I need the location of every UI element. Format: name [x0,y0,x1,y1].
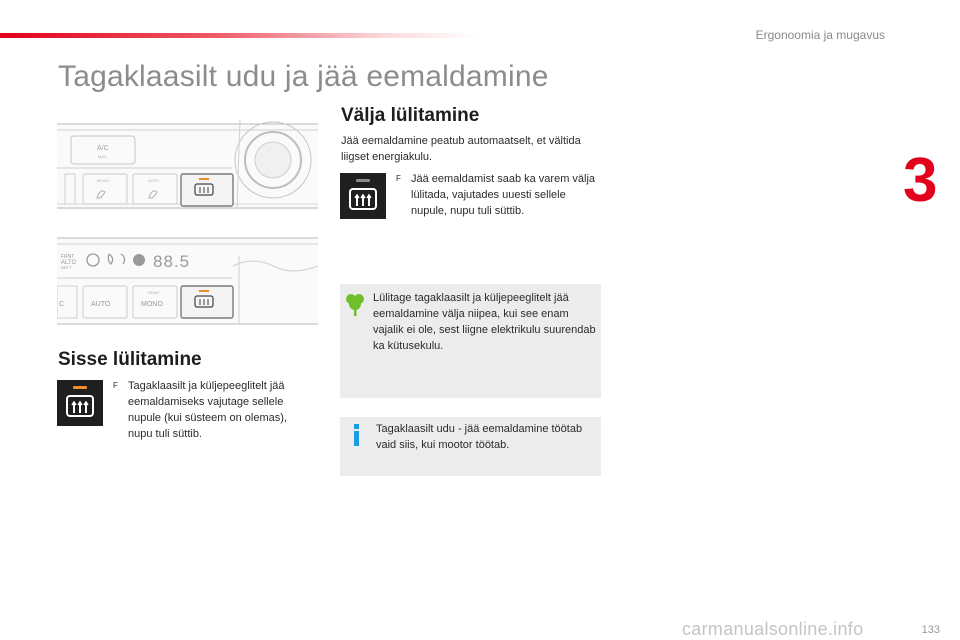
info-note-box [340,417,601,476]
ac-label: A/C [97,145,109,152]
bullet-switch-on [113,378,313,442]
led-indicator-on [73,386,87,389]
front-defrost-label: FRNT [61,254,75,260]
control-panel-drawing [57,120,318,215]
temperature-display: 88.5 [153,252,191,271]
rear-defrost-button-on [57,380,103,426]
bullet-switch-off-text: Jää eemaldamist saab ka varem välja lülitada, vajutades uuesti sellele nupule, nupu tuli süttib. [411,173,596,217]
header-accent-bar [0,33,480,38]
watermark: carmanualsonline.info [682,619,864,639]
bullet-marker: F [113,381,118,390]
eco-leaf-icon [345,291,365,317]
control-panel-illustration-bottom [57,236,318,328]
info-icon [351,424,363,446]
control-panel-illustration-top [57,120,318,215]
section-header: Ergonoomia ja mugavus [755,28,885,42]
ac-sub-label: MAX [98,154,107,159]
rear-defrost-icon [57,380,103,426]
seat-label-2: AUTO [148,178,160,183]
button-c-label: C [59,301,65,308]
info-note-text: Tagaklaasilt udu - jää eemaldamine töötab vaid siis, kui mootor töötab. [376,423,583,451]
control-panel-drawing-2 [57,236,318,328]
page-number: 133 [921,624,940,636]
heading-switch-off: Välja lülitamine [341,105,480,126]
rear-defrost-icon-off [340,173,386,219]
deft-label: DEFT [61,265,72,270]
switch-off-intro: Jää eemaldamine peatub automaatselt, et vältida liigset energiakulu. [341,135,581,163]
bullet-switch-off [396,171,601,219]
bullet-switch-on-text: Tagaklaasilt ja küljepeeglitelt jää eemaldamiseks vajutage sellele nupule (kui süsteem on olemas), nupu tuli süttib. [128,380,287,440]
button-mono-label: MONO [141,301,163,308]
eco-note-box [340,284,601,398]
chapter-number: 3 [903,146,938,215]
button-auto-label: AUTO [91,301,111,308]
led-indicator-off [356,179,370,182]
page-title: Tagaklaasilt udu ja jää eemaldamine [58,60,549,93]
bullet-marker-2: F [396,174,401,183]
heading-switch-on: Sisse lülitamine [58,349,202,370]
auto-small-label: ALTO [61,260,77,266]
seat-label-1: MONO [97,178,110,183]
rear-defrost-button-off [340,173,386,219]
eco-note-text: Lülitage tagaklaasilt ja küljepeeglitelt jää eemaldamine välja niipea, kui see enam vajalik ei ole, sest liigne elektrikulu suurendab ka kütusekulu. [373,292,596,352]
rear-small-label: REAR [148,290,160,295]
